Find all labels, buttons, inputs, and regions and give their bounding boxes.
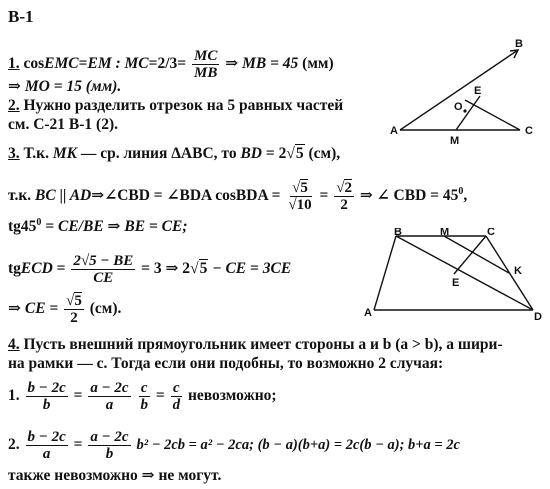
label-b: B [394,228,402,238]
label-a: A [364,307,372,319]
case-2-line [8,429,460,462]
eq-sign: = [78,55,88,73]
problem-3-text-c: — ср. линия ΔABC, то [76,145,241,162]
fraction-denominator: b [140,397,148,413]
label-k: K [514,265,522,277]
mm-unit: (мм) [298,55,334,73]
fraction-denominator: a [42,446,51,462]
problem-3-line-5 [8,293,121,326]
label-e: E [474,85,482,97]
ratio-value: =2/3= [148,55,187,73]
eq-sign: = [73,387,83,405]
problem-1-line-2: ⇒ MO = 15 (мм). [8,78,122,95]
fraction-denominator: b [105,446,114,462]
eq-sign: = [319,187,329,205]
fraction-denominator: 2 [340,197,348,213]
tg-text: tg [8,260,21,278]
problem-3-line-4 [8,253,291,286]
problem-3-text-a: Т.к. [19,145,53,162]
label-d: D [534,311,542,323]
problem-1-number: 1. [8,55,20,73]
angle-cbd-result: ⇒ ∠ CBD = 45 [359,187,459,205]
line-ce [454,236,486,274]
label-m: M [450,135,460,147]
label-b: B [515,38,523,50]
segment-mk: MK [52,145,77,162]
fraction-tg-ecd [71,253,135,286]
label-c: C [525,125,533,137]
fraction-numerator: √5 [292,180,308,196]
problem-4-line-1 [8,336,503,354]
comma: , [463,187,468,205]
degree-sup: 0 [458,185,464,197]
case-2-index: 2. [8,436,20,454]
problem-4-number: 4. [8,336,20,353]
sqrt-value: 5 [74,293,82,309]
problem-3-line-3 [8,218,188,236]
ce-result-text: ⇒ CE = [8,300,59,318]
problem-3-text-e: = 2 [262,145,287,162]
fraction-denominator: a [105,397,114,413]
fraction-numerator: √5 [66,293,82,309]
point-o [463,109,466,112]
trapezoid-lines [374,236,533,310]
case-1-frac-4 [171,380,183,413]
case-2-frac-1 [26,429,68,462]
triangle-lines [400,50,520,130]
case-2-frac-2 [88,429,130,462]
sqrt-5-value: 5 [295,145,304,162]
line-cd [486,236,533,310]
line-ab [374,236,396,310]
fraction-numerator: MC [194,48,218,64]
problem-1-line-1 [8,48,334,81]
fraction-denominator: MB [194,65,218,81]
fraction-denominator: d [172,397,181,413]
label-o: O [454,101,463,113]
sqrt-value: 2 [344,180,352,196]
tg45-text: tg45 [8,218,37,235]
problem-2-number: 2. [8,97,20,114]
fraction-numerator: √2 [336,180,352,196]
fraction-sqrt5-sqrt10 [286,180,313,213]
eq-sign: = [52,260,70,278]
fraction-numerator: 2√5 − BE [73,253,134,269]
problem-3-text-g: (см), [304,145,341,162]
fraction-denominator: √10 [288,197,312,213]
problem-3-line-2 [8,180,467,213]
problem-4-line-2: на рамки — c. Тогда если они подобны, то возможно 2 случая: [8,355,444,372]
case-1-index: 1. [8,387,20,405]
sqrt-value: 10 [296,197,312,213]
case-2-equation: b² − 2cb = a² − 2ca; (b − a)(b+a) = 2c(b − a); b+a = 2c [136,437,460,454]
label-a: A [390,125,398,137]
angle-ecd: ECD [20,260,53,278]
angle-equality: ⇒∠CBD = ∠BDA cosBDA = [91,187,281,205]
sqrt-5: √5 [190,260,208,278]
problem-3-l2-text-a: т.к. [8,187,36,205]
fraction-denominator: CE [93,270,114,286]
angle-emc: EMC [44,55,79,73]
eq-sign: = [73,436,83,454]
fraction-numerator: b − 2c [27,429,66,445]
page-title: В-1 [8,7,34,26]
fraction-numerator: b − 2c [27,380,66,396]
problem-2-text: Нужно разделить отрезок на 5 равных частей [19,97,344,114]
problem-3-number: 3. [8,145,20,162]
line-ab [400,50,518,130]
ce-be-relation: = CE/BE ⇒ BE = CE; [41,218,188,235]
label-e: E [452,277,460,289]
fraction-mc-mb [192,48,219,81]
figure-trapezoid-abcd [358,228,548,323]
mb-result: ⇒ MB = 45 [225,55,299,73]
ratio-em-mc: EM : MC [87,55,149,73]
cos-text: cos [23,55,45,73]
sqrt-5-value: 5 [199,260,208,278]
case-1-conclusion: невозможно; [187,387,277,405]
case-1-frac-3 [138,380,150,413]
fraction-numerator: a − 2c [90,380,129,396]
fraction-sqrt2-2 [334,180,354,213]
parallel-bc-ad: BC || AD [35,187,92,205]
label-c: C [487,228,495,238]
fraction-numerator: a − 2c [90,429,129,445]
fraction-numerator: c [140,380,148,396]
problem-2-line-2: см. С-21 В-1 (2). [8,116,118,133]
fraction-numerator: c [172,380,180,396]
fraction-sqrt5-2 [64,293,84,326]
equals-3-text: = 3 ⇒ 2 [141,260,191,278]
ce-equation: − CE = 3CE [208,260,292,278]
problem-4-text: Пусть внешний прямоугольник имеет стороны a и b (a > b), а шири- [19,336,503,353]
sqrt-5: √5 [286,145,304,162]
eq-sign: = [155,387,165,405]
degree-sup: 0 [36,216,42,228]
problem-4-conclusion: также невозможно ⇒ не могут. [8,467,222,484]
fraction-denominator: b [42,397,51,413]
case-1-frac-2 [88,380,130,413]
fraction-denominator: 2 [70,310,78,326]
figure-triangle-abc [388,38,548,148]
problem-3-line-1 [8,145,340,163]
problem-2-line-1 [8,97,343,115]
label-m: M [440,228,450,238]
sqrt-value: 5 [300,180,308,196]
case-1-line [8,380,277,413]
cm-unit: (см). [89,300,122,318]
segment-bd: BD [240,145,262,162]
case-1-frac-1 [26,380,68,413]
